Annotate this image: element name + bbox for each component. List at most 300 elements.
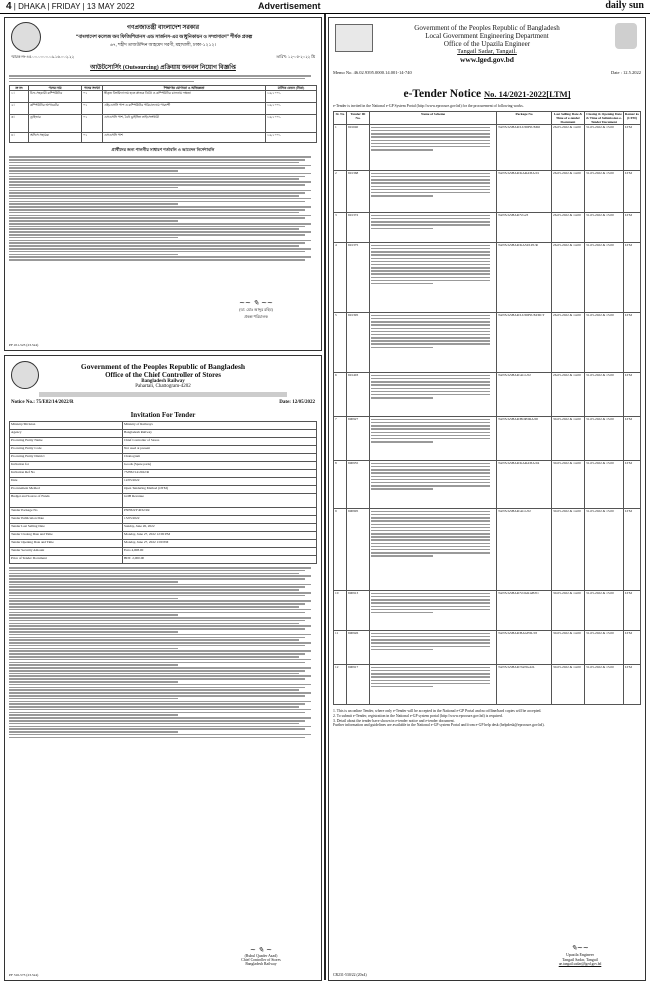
signer-role: Chief Controller of Stores bbox=[241, 958, 281, 962]
text-line bbox=[371, 347, 433, 348]
text-line bbox=[371, 146, 490, 147]
text-line bbox=[9, 664, 178, 666]
signer-role: প্রকল্প পরিচালক bbox=[244, 315, 268, 319]
cell: ২। bbox=[10, 103, 29, 115]
cell: LTM bbox=[624, 417, 641, 461]
text-line bbox=[9, 689, 299, 691]
text-line bbox=[9, 639, 299, 641]
cell: 31-05-2022 & 15.00 bbox=[585, 243, 624, 313]
cell: LTM bbox=[624, 461, 641, 509]
table-row bbox=[10, 91, 317, 103]
text-line bbox=[371, 381, 490, 382]
cell: 31-05-2022 & 15.00 bbox=[585, 509, 624, 591]
text-line bbox=[371, 176, 490, 177]
text-line bbox=[9, 217, 305, 219]
table-row bbox=[10, 133, 317, 143]
cell: 6 bbox=[334, 373, 347, 417]
cell: 31-05-2022 & 15.00 bbox=[585, 665, 624, 705]
text-line bbox=[9, 248, 311, 250]
cell: 690927 bbox=[347, 417, 370, 461]
text-line bbox=[9, 81, 194, 83]
field-value: Sunday, June 26, 2022 bbox=[123, 524, 317, 532]
scheme-cell bbox=[370, 313, 497, 373]
cell: 30-05-2022 & 14.00 bbox=[552, 631, 585, 665]
bd-emblem-icon bbox=[11, 22, 41, 52]
cell: 30-05-2022 & 14.00 bbox=[552, 509, 585, 591]
cell: ড্রাইভার bbox=[29, 115, 82, 133]
text-line bbox=[371, 680, 490, 681]
text-line bbox=[371, 520, 490, 521]
table-row bbox=[10, 532, 317, 540]
cell: TANS/ASHAR/KARATIA/04 bbox=[497, 461, 552, 509]
text-line bbox=[9, 237, 178, 239]
text-line bbox=[9, 198, 311, 200]
ad-lged-etender-notice bbox=[328, 17, 646, 981]
cell: 4 bbox=[334, 243, 347, 313]
etender-table bbox=[333, 111, 641, 705]
col-header: Tender ID No. bbox=[347, 112, 370, 125]
cell: TANS/ASHAR/TANGAIL bbox=[497, 665, 552, 705]
cell: 11 bbox=[334, 631, 347, 665]
table-row bbox=[334, 125, 641, 171]
text-line bbox=[9, 570, 305, 572]
text-line bbox=[371, 514, 490, 515]
text-line bbox=[9, 642, 311, 644]
cell: 690917 bbox=[347, 665, 370, 705]
text-line bbox=[371, 337, 490, 338]
etender-title: e-Tender Notice bbox=[403, 88, 482, 100]
text-line bbox=[9, 223, 311, 225]
text-line bbox=[371, 245, 490, 246]
project-address: ৬৭, শহীদ তাজউদ্দিন আহমেদ সরণী, মহাখালী, ঢাকা-১২১২। bbox=[109, 42, 217, 47]
text-line bbox=[371, 639, 490, 640]
office-title: Office of the Chief Controller of Stores bbox=[105, 371, 221, 379]
cell: 31-05-2022 & 15.00 bbox=[585, 461, 624, 509]
text-line bbox=[371, 676, 490, 677]
text-line bbox=[9, 637, 305, 639]
cell: 26-05-2022 & 14.00 bbox=[552, 213, 585, 243]
text-line bbox=[9, 242, 305, 244]
text-line bbox=[371, 419, 490, 420]
cell: 691375 bbox=[347, 243, 370, 313]
col-header: Last Selling Date & Time of e-tender Document bbox=[552, 112, 585, 125]
cell: ০১ bbox=[82, 115, 103, 133]
cell: TANS/ASHAR/KARATIA/01 bbox=[497, 171, 552, 213]
text-line bbox=[371, 527, 490, 528]
signer-org: Bangladesh Railway bbox=[245, 962, 277, 966]
text-line bbox=[371, 488, 433, 489]
text-line bbox=[9, 687, 305, 689]
cell: ১৬,১০০/- bbox=[266, 103, 317, 115]
text-line bbox=[9, 75, 311, 77]
text-line bbox=[9, 159, 305, 161]
text-line bbox=[9, 667, 311, 669]
field-value: 12/05/2022 bbox=[123, 478, 317, 486]
cell: LTM bbox=[624, 665, 641, 705]
text-line bbox=[371, 149, 433, 150]
cell: 10 bbox=[334, 591, 347, 631]
text-line bbox=[371, 130, 490, 131]
field-value: GOB Revenue bbox=[123, 494, 317, 508]
scheme-cell bbox=[370, 591, 497, 631]
cell: এসএসসি পাশ bbox=[103, 133, 266, 143]
text-line bbox=[371, 596, 490, 597]
note-line: 1. This is an online Tender, where only e-Tender will be accepted in the National e-GP Portal and no offline/hard copies will be accepted. bbox=[333, 709, 542, 713]
cell: ০১ bbox=[82, 133, 103, 143]
col-header: শিক্ষাগত যোগ্যতা ও অভিজ্ঞতা bbox=[103, 86, 266, 91]
text-line bbox=[9, 631, 178, 633]
text-line bbox=[9, 187, 178, 189]
cell: 691368 bbox=[347, 171, 370, 213]
scheme-cell bbox=[370, 631, 497, 665]
website: www.lged.gov.bd bbox=[460, 55, 514, 64]
text-line bbox=[9, 656, 299, 658]
text-line bbox=[371, 270, 490, 271]
cell: 12 bbox=[334, 665, 347, 705]
text-line bbox=[9, 167, 305, 169]
col-header: Name of Scheme bbox=[370, 112, 497, 125]
table-row bbox=[10, 486, 317, 494]
scheme-cell bbox=[370, 509, 497, 591]
text-line bbox=[9, 181, 311, 183]
col-header: Sl. No bbox=[334, 112, 347, 125]
text-line bbox=[371, 228, 433, 229]
text-line bbox=[9, 706, 299, 708]
text-line bbox=[371, 646, 490, 647]
text-line bbox=[371, 432, 490, 433]
field-value: Monday, June 27, 2022 12:00 PM bbox=[123, 532, 317, 540]
text-line bbox=[371, 606, 490, 607]
text-line bbox=[9, 681, 178, 683]
cell: LTM bbox=[624, 213, 641, 243]
table-row bbox=[10, 454, 317, 462]
bangla-tagline-line bbox=[39, 392, 287, 397]
field-label: Date bbox=[10, 478, 123, 486]
note-line: Further information and guidelines are available in the National e-GP system Portal and from e-GP help desk (helpdesk@eprocure.gov.bd). bbox=[333, 723, 545, 728]
text-line bbox=[371, 441, 433, 442]
dept-title: Local Government Engineering Department bbox=[425, 32, 549, 40]
cell: LTM bbox=[624, 631, 641, 665]
ift-title: Invitation For Tender bbox=[130, 411, 196, 419]
cell: TANS/ASHAR/KASULPUR bbox=[497, 243, 552, 313]
text-line bbox=[9, 709, 311, 711]
text-line bbox=[9, 701, 311, 703]
text-line bbox=[9, 703, 305, 705]
cell: 26-05-2022 & 14.00 bbox=[552, 171, 585, 213]
text-line bbox=[9, 209, 305, 211]
ift-fields-table bbox=[9, 421, 317, 564]
text-line bbox=[9, 581, 178, 583]
text-line bbox=[371, 670, 490, 671]
text-line bbox=[9, 240, 311, 242]
text-line bbox=[9, 190, 311, 192]
col-header: Closing & Opening Date & Time of Submission e-Tender Document bbox=[586, 112, 622, 124]
text-line bbox=[9, 595, 305, 597]
text-line bbox=[9, 678, 305, 680]
text-line bbox=[371, 318, 490, 319]
cell: 8 bbox=[334, 461, 347, 509]
table-row bbox=[334, 313, 641, 373]
text-line bbox=[9, 78, 305, 80]
text-line bbox=[9, 720, 305, 722]
text-line bbox=[9, 228, 299, 230]
paper-name: daily sun bbox=[605, 0, 644, 11]
text-line bbox=[371, 321, 490, 322]
col-header: পদের নাম bbox=[29, 86, 82, 91]
scheme-cell bbox=[370, 417, 497, 461]
scheme-cell bbox=[370, 373, 497, 417]
text-line bbox=[371, 264, 490, 265]
cell: 30-05-2022 & 14.00 bbox=[552, 591, 585, 631]
table-row bbox=[334, 373, 641, 417]
scheme-cell bbox=[370, 243, 497, 313]
text-line bbox=[9, 234, 305, 236]
conditions-body bbox=[9, 156, 317, 261]
text-line bbox=[371, 667, 490, 668]
text-line bbox=[371, 466, 490, 467]
text-line bbox=[371, 543, 490, 544]
text-line bbox=[9, 695, 305, 697]
text-line bbox=[9, 698, 178, 700]
signer-place: Tangail Sadar, Tangail bbox=[562, 957, 598, 962]
signer-email: ue.tangail.sadar@lged.gov.bd bbox=[558, 962, 602, 966]
text-line bbox=[371, 549, 490, 550]
text-line bbox=[9, 575, 311, 577]
text-line bbox=[371, 140, 490, 141]
text-line bbox=[371, 673, 490, 674]
cell: ০১ bbox=[82, 103, 103, 115]
text-line bbox=[371, 280, 490, 281]
etender-notes bbox=[333, 709, 641, 728]
table-row bbox=[10, 446, 317, 454]
cell: 26-05-2022 & 14.00 bbox=[552, 313, 585, 373]
cell: TANS/ASHAR/VOGRAH/01 bbox=[497, 591, 552, 631]
text-line bbox=[9, 584, 311, 586]
cell: 31-05-2022 & 15.00 bbox=[585, 631, 624, 665]
text-line bbox=[9, 670, 305, 672]
field-label: Procuring Entity Name bbox=[10, 438, 123, 446]
text-line bbox=[371, 189, 490, 190]
office-title: Office of the Upazila Engineer bbox=[443, 40, 531, 48]
field-label: Budget and Source of Funds bbox=[10, 494, 123, 508]
field-value: Goods (Spare parts) bbox=[123, 462, 317, 470]
text-line bbox=[371, 251, 490, 252]
cell: TANS/ASHAR/ALL/02 bbox=[497, 509, 552, 591]
cell: চিফ-সহকারী কম্পিউটার bbox=[29, 91, 82, 103]
table-row bbox=[10, 516, 317, 524]
text-line bbox=[371, 133, 490, 134]
cell: ১৬,১০০/- bbox=[266, 91, 317, 103]
cell: ১৬,১০০/- bbox=[266, 115, 317, 133]
bangladesh-50-logo-icon bbox=[335, 24, 373, 52]
text-line bbox=[371, 683, 490, 684]
text-line bbox=[371, 215, 490, 216]
table-row bbox=[10, 470, 317, 478]
scheme-cell bbox=[370, 461, 497, 509]
field-label: Invitation for bbox=[10, 462, 123, 470]
table-row bbox=[334, 243, 641, 313]
ad-outsourcing-recruitment bbox=[4, 17, 322, 351]
table-row bbox=[334, 171, 641, 213]
page-header bbox=[0, 0, 650, 14]
field-value: Chattogram bbox=[123, 454, 317, 462]
text-line bbox=[9, 659, 311, 661]
field-label: Ministry/Division bbox=[10, 422, 123, 430]
field-label: Tender Last Selling Date bbox=[10, 524, 123, 532]
cell: TANS/ASHAR/BOPORA/00 bbox=[497, 417, 552, 461]
text-line bbox=[371, 277, 490, 278]
text-line bbox=[371, 224, 490, 225]
field-value: Open Tendering Method (OTM) bbox=[123, 486, 317, 494]
text-line bbox=[371, 425, 490, 426]
text-line bbox=[9, 206, 311, 208]
table-row bbox=[10, 508, 317, 516]
cell: LTM bbox=[624, 243, 641, 313]
signer-name: (ডা. মোঃ আব্দুর রহিম) bbox=[239, 308, 273, 312]
table-row bbox=[10, 462, 317, 470]
field-label: Procurement Method bbox=[10, 486, 123, 494]
cell: এসএসসি পাশ, বৈধ ড্রাইভিং লাইসেন্সধারী bbox=[103, 115, 266, 133]
text-line bbox=[371, 422, 490, 423]
text-line bbox=[371, 428, 490, 429]
field-value: Ministry of Railways bbox=[123, 422, 317, 430]
text-line bbox=[371, 221, 490, 222]
text-line bbox=[371, 593, 490, 594]
text-line bbox=[371, 511, 490, 512]
text-line bbox=[9, 612, 305, 614]
field-label: Procuring Entity District bbox=[10, 454, 123, 462]
table-row bbox=[10, 540, 317, 548]
office-address: Tangail Sadar, Tangail. bbox=[457, 48, 517, 55]
text-line bbox=[371, 391, 490, 392]
text-line bbox=[371, 642, 490, 643]
text-line bbox=[9, 712, 305, 714]
cell: 690995 bbox=[347, 509, 370, 591]
text-line bbox=[9, 178, 299, 180]
text-line bbox=[371, 324, 490, 325]
table-row bbox=[10, 548, 317, 556]
text-line bbox=[371, 636, 490, 637]
text-line bbox=[9, 259, 305, 261]
railway-logo-icon bbox=[11, 361, 39, 389]
text-line bbox=[371, 546, 490, 547]
table-row bbox=[334, 631, 641, 665]
posts-table bbox=[9, 85, 317, 143]
text-line bbox=[9, 603, 305, 605]
field-label: Agency bbox=[10, 430, 123, 438]
cell: 26-05-2022 & 14.00 bbox=[552, 125, 585, 171]
table-row bbox=[10, 438, 317, 446]
cell: LTM bbox=[624, 509, 641, 591]
table-row bbox=[10, 422, 317, 430]
project-title: “বাংলাদেশ কলেজ অব ফিজিশিয়ানস এন্ড সার্জনস-এর আধুনিকায়ন ও সম্প্রসারণ” শীর্ষক প্রকল্প bbox=[75, 35, 253, 40]
text-line bbox=[371, 218, 490, 219]
gov-title: গণপ্রজাতন্ত্রী বাংলাদেশ সরকার bbox=[126, 25, 200, 31]
text-line bbox=[371, 435, 490, 436]
text-line bbox=[371, 375, 490, 376]
text-line bbox=[9, 609, 311, 611]
cell: 691395 bbox=[347, 313, 370, 373]
text-line bbox=[371, 267, 490, 268]
text-line bbox=[9, 567, 311, 569]
text-line bbox=[371, 343, 490, 344]
text-line bbox=[9, 653, 305, 655]
text-line bbox=[9, 195, 299, 197]
text-line bbox=[371, 258, 490, 259]
text-line bbox=[9, 245, 299, 247]
text-line bbox=[371, 533, 490, 534]
org-address: Pahartali, Chattogram-4202 bbox=[135, 384, 191, 389]
cell: 26-05-2022 & 14.00 bbox=[552, 243, 585, 313]
field-label: Procuring Entity Code bbox=[10, 446, 123, 454]
text-line bbox=[9, 617, 311, 619]
text-line bbox=[9, 600, 311, 602]
cell: 26-05-2022 & 14.00 bbox=[552, 373, 585, 417]
text-line bbox=[371, 340, 490, 341]
note-line: 3. Detail about the tender have shown in e-tender notice and e-tender document. bbox=[333, 718, 455, 723]
cell: ১। bbox=[10, 91, 29, 103]
ad-ref: PF 451-523 (23.5x4) bbox=[9, 343, 39, 347]
gov-title: Government of the Peoples Republic of Bangladesh bbox=[80, 362, 246, 371]
text-line bbox=[371, 334, 490, 335]
text-line bbox=[9, 226, 305, 228]
field-value: Euro 4,008.00 bbox=[123, 548, 317, 556]
scheme-cell bbox=[370, 213, 497, 243]
text-line bbox=[371, 283, 433, 284]
text-line bbox=[371, 394, 490, 395]
cell: অফিস সহায়ক bbox=[29, 133, 82, 143]
scheme-cell bbox=[370, 665, 497, 705]
text-line bbox=[9, 254, 178, 256]
field-value: Chief Controller of Stores bbox=[123, 438, 317, 446]
text-line bbox=[9, 726, 311, 728]
cell: 691372 bbox=[347, 213, 370, 243]
cell: 9 bbox=[334, 509, 347, 591]
note-line: 2. To submit e-Tender, registration in the National e-GP system portal (http://www.eprocure.gov.bd) is required. bbox=[333, 713, 503, 718]
text-line bbox=[371, 315, 490, 316]
text-line bbox=[371, 599, 490, 600]
etender-intro: e-Tender is invited in the National e-GP System Portal (http://www.eprocure.gov.bd) for the procurement of following works. bbox=[333, 104, 524, 108]
col-header: মাসিক বেতন (টাকা) bbox=[266, 86, 317, 91]
text-line bbox=[9, 256, 311, 258]
text-line bbox=[9, 614, 178, 616]
text-line bbox=[9, 650, 311, 652]
text-line bbox=[371, 127, 490, 128]
table-row bbox=[10, 103, 317, 115]
cell: LTM bbox=[624, 313, 641, 373]
cell: 31-05-2022 & 15.00 bbox=[585, 125, 624, 171]
text-line bbox=[9, 675, 311, 677]
text-line bbox=[371, 331, 490, 332]
table-row bbox=[334, 213, 641, 243]
text-line bbox=[9, 586, 305, 588]
table-row bbox=[334, 591, 641, 631]
table-row bbox=[10, 478, 317, 486]
text-line bbox=[9, 578, 305, 580]
memo-date: তারিখ: ১২-০৫-২০২২ খ্রি bbox=[276, 55, 315, 59]
text-line bbox=[9, 176, 305, 178]
text-line bbox=[9, 212, 299, 214]
cell: TANS/ASHAR/ALL/02 bbox=[497, 373, 552, 417]
cell: 690955 bbox=[347, 461, 370, 509]
cell: 3 bbox=[334, 213, 347, 243]
col-header: Remar ks (LTM) bbox=[624, 112, 641, 125]
org-name: Bangladesh Railway bbox=[141, 379, 185, 384]
cell: 30-05-2022 & 14.00 bbox=[552, 461, 585, 509]
table-row bbox=[10, 494, 317, 508]
text-line bbox=[371, 248, 490, 249]
cell: LTM bbox=[624, 591, 641, 631]
